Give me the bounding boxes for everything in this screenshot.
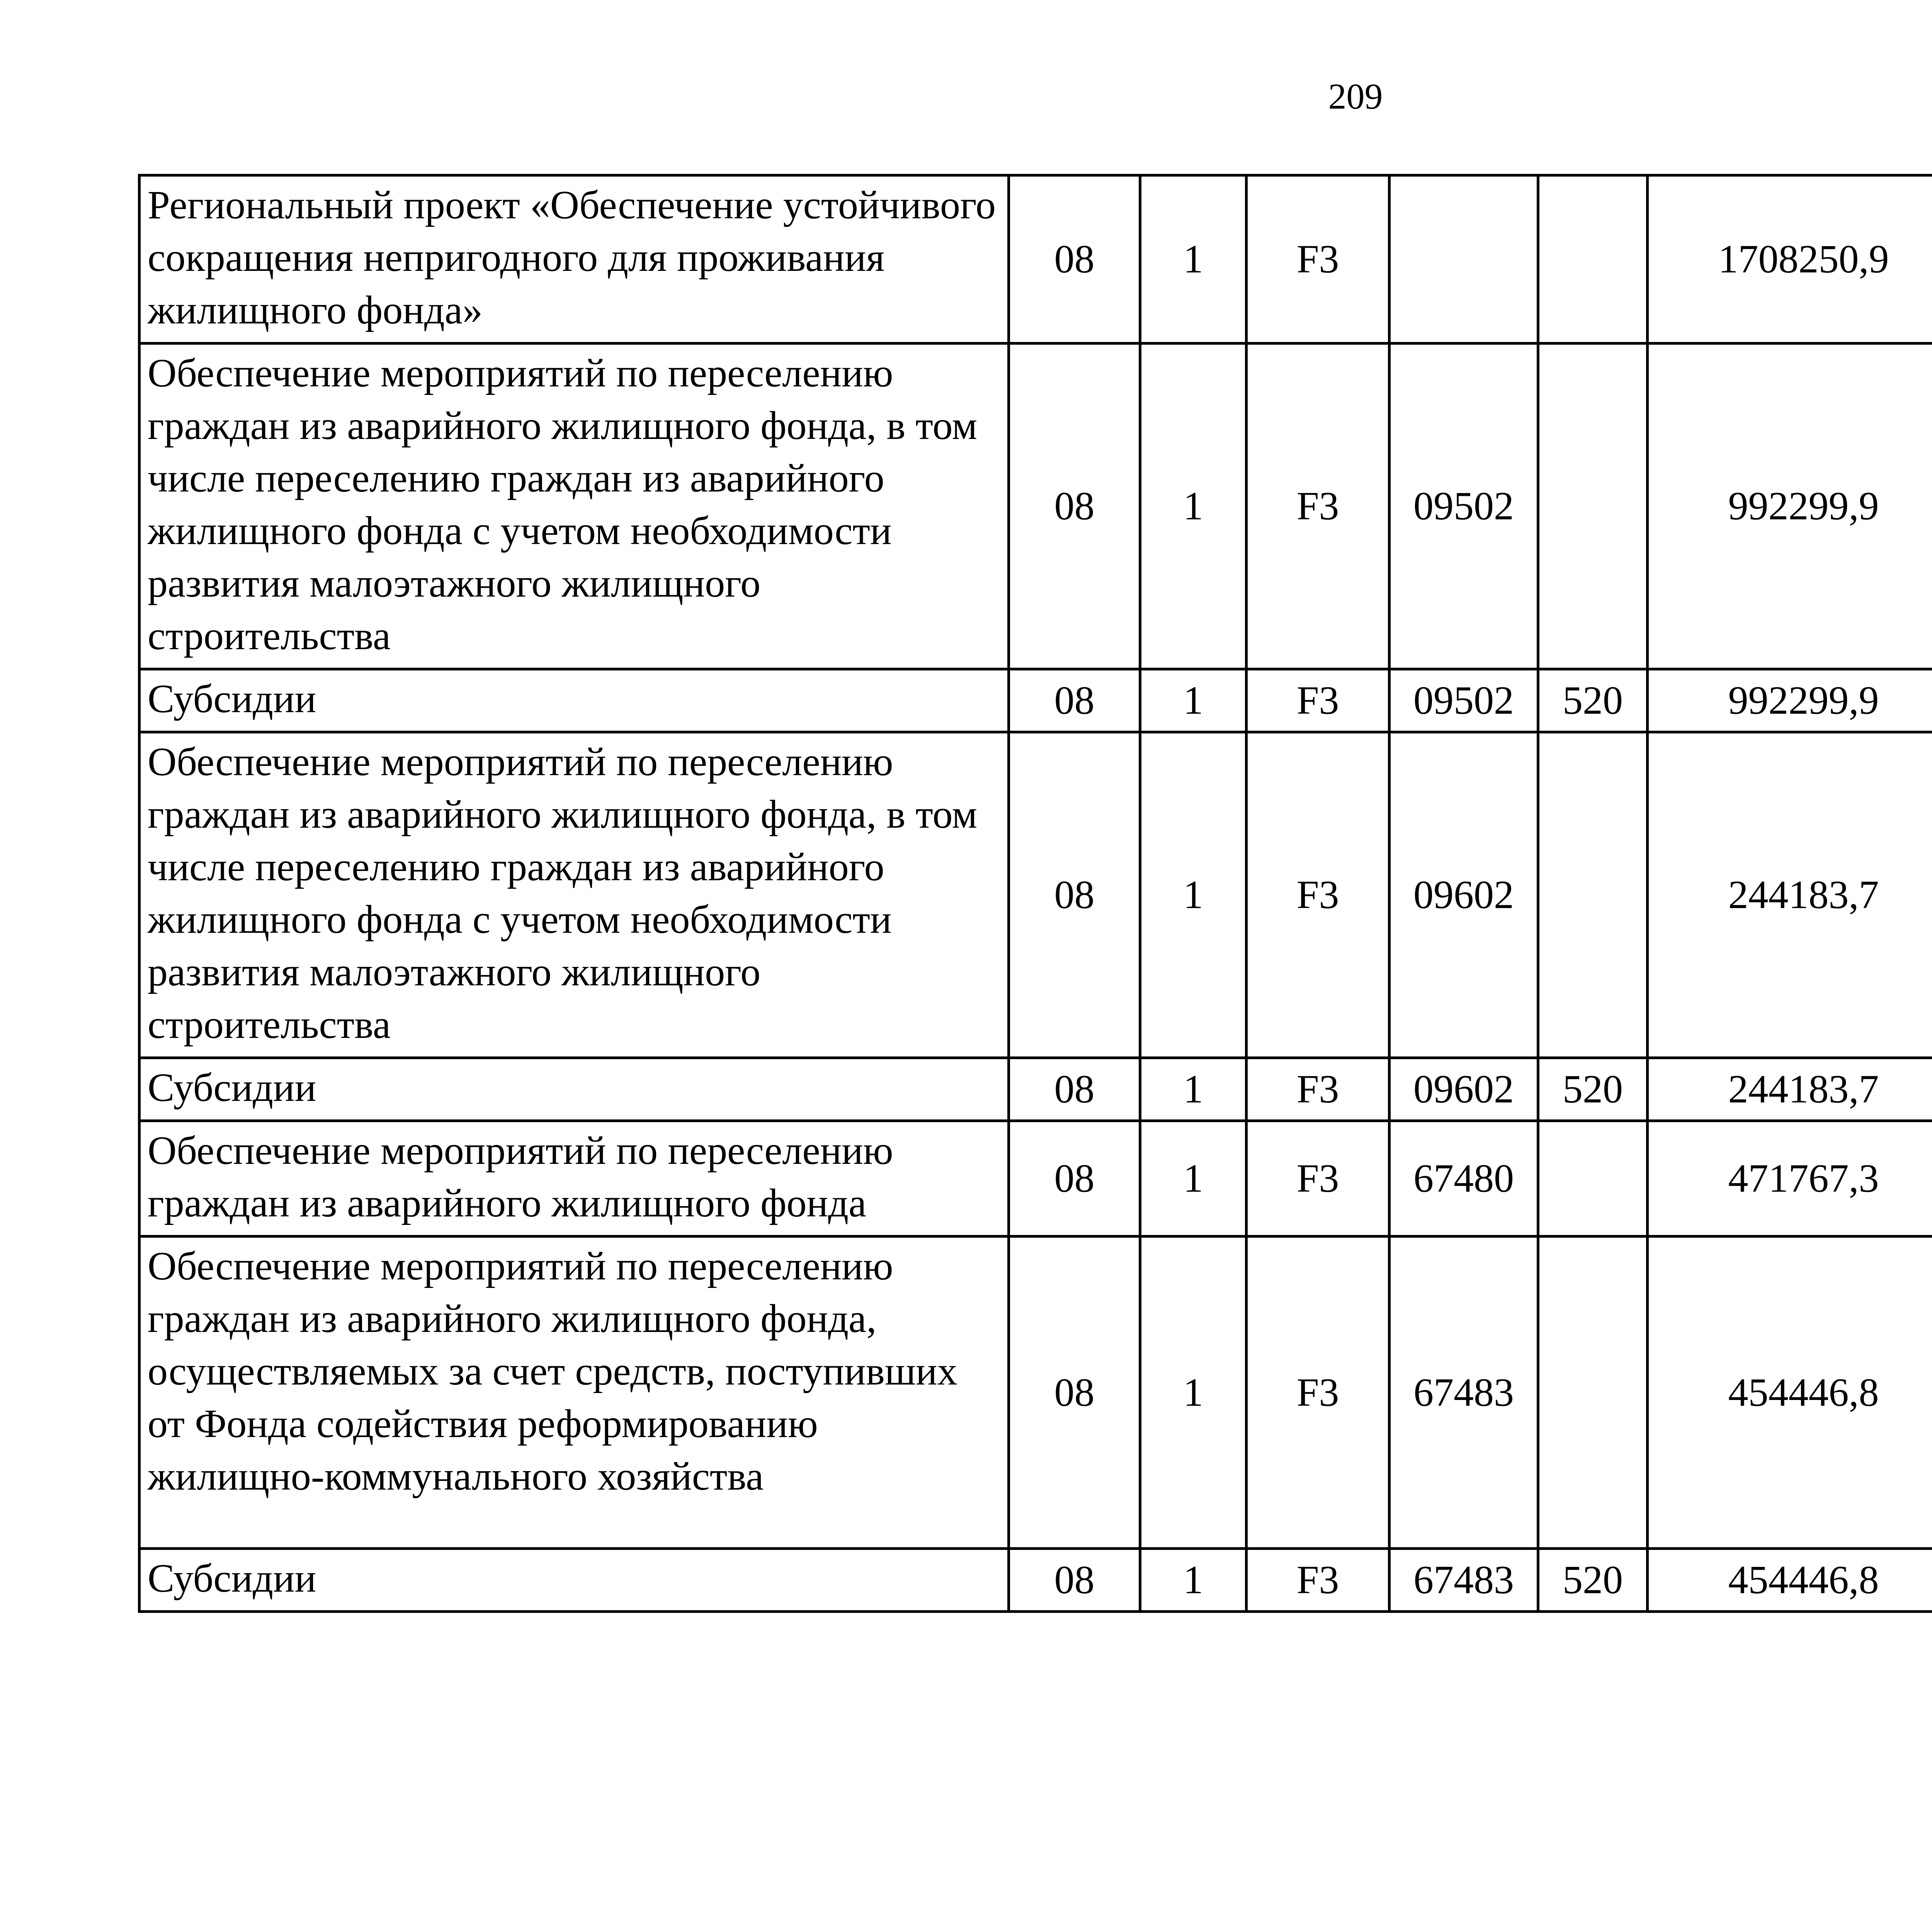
amount-year-1: 1708250,9 [1648, 175, 1932, 344]
expense-type-code [1538, 732, 1648, 1058]
row-name: Обеспечение мероприятий по переселению граждан из аварийного жилищного фонда, осуществляемых за счет средств, поступивших от Фонда содействия реформированию жилищно-коммунального хозяйства [139, 1237, 1009, 1549]
direction-code: 67480 [1389, 1121, 1538, 1237]
amount-year-1: 992299,9 [1648, 344, 1932, 669]
project-code: F3 [1247, 1237, 1389, 1549]
row-name: Обеспечение мероприятий по переселению граждан из аварийного жилищного фонда, в том числе переселению граждан из аварийного жилищного фонда с учетом необходимости развития малоэтажного жилищного строительства [139, 344, 1009, 669]
row-name: Обеспечение мероприятий по переселению граждан из аварийного жилищного фонда, в том числе переселению граждан из аварийного жилищного фонда с учетом необходимости развития малоэтажного жилищного строительства [139, 732, 1009, 1058]
section-code: 08 [1009, 1058, 1140, 1121]
row-name: Обеспечение мероприятий по переселению граждан из аварийного жилищного фонда [139, 1121, 1009, 1237]
project-code: F3 [1247, 732, 1389, 1058]
budget-table [138, 174, 1932, 1613]
subsection-code: 1 [1140, 344, 1247, 669]
amount-year-1: 454446,8 [1648, 1549, 1932, 1612]
project-code: F3 [1247, 1121, 1389, 1237]
table-row [139, 1549, 1932, 1612]
section-code: 08 [1009, 669, 1140, 732]
subsection-code: 1 [1140, 1121, 1247, 1237]
section-code: 08 [1009, 175, 1140, 344]
expense-type-code [1538, 344, 1648, 669]
expense-type-code: 520 [1538, 1549, 1648, 1612]
direction-code: 67483 [1389, 1237, 1538, 1549]
section-code: 08 [1009, 732, 1140, 1058]
amount-year-1: 992299,9 [1648, 669, 1932, 732]
subsection-code: 1 [1140, 1237, 1247, 1549]
project-code: F3 [1247, 344, 1389, 669]
expense-type-code [1538, 1121, 1648, 1237]
table-row [139, 1121, 1932, 1237]
expense-type-code: 520 [1538, 1058, 1648, 1121]
direction-code [1389, 175, 1538, 344]
direction-code: 67483 [1389, 1549, 1538, 1612]
subsection-code: 1 [1140, 1058, 1247, 1121]
section-code: 08 [1009, 1549, 1140, 1612]
subsection-code: 1 [1140, 732, 1247, 1058]
table-row [139, 1058, 1932, 1121]
amount-year-1: 244183,7 [1648, 732, 1932, 1058]
section-code: 08 [1009, 344, 1140, 669]
subsection-code: 1 [1140, 669, 1247, 732]
table-row [139, 175, 1932, 344]
project-code: F3 [1247, 1549, 1389, 1612]
expense-type-code [1538, 1237, 1648, 1549]
project-code: F3 [1247, 1058, 1389, 1121]
direction-code: 09502 [1389, 669, 1538, 732]
table-row [139, 1237, 1932, 1549]
expense-type-code: 520 [1538, 669, 1648, 732]
row-name: Субсидии [139, 669, 1009, 732]
subsection-code: 1 [1140, 175, 1247, 344]
amount-year-1: 471767,3 [1648, 1121, 1932, 1237]
page-number: 209 [1328, 77, 1383, 117]
project-code: F3 [1247, 175, 1389, 344]
table-row [139, 732, 1932, 1058]
direction-code: 09502 [1389, 344, 1538, 669]
table-row [139, 669, 1932, 732]
direction-code: 09602 [1389, 732, 1538, 1058]
section-code: 08 [1009, 1121, 1140, 1237]
amount-year-1: 454446,8 [1648, 1237, 1932, 1549]
row-name: Субсидии [139, 1058, 1009, 1121]
row-name: Региональный проект «Обеспечение устойчивого сокращения непригодного для проживания жилищного фонда» [139, 175, 1009, 344]
expense-type-code [1538, 175, 1648, 344]
project-code: F3 [1247, 669, 1389, 732]
row-name: Субсидии [139, 1549, 1009, 1612]
subsection-code: 1 [1140, 1549, 1247, 1612]
direction-code: 09602 [1389, 1058, 1538, 1121]
amount-year-1: 244183,7 [1648, 1058, 1932, 1121]
table-row [139, 344, 1932, 669]
section-code: 08 [1009, 1237, 1140, 1549]
